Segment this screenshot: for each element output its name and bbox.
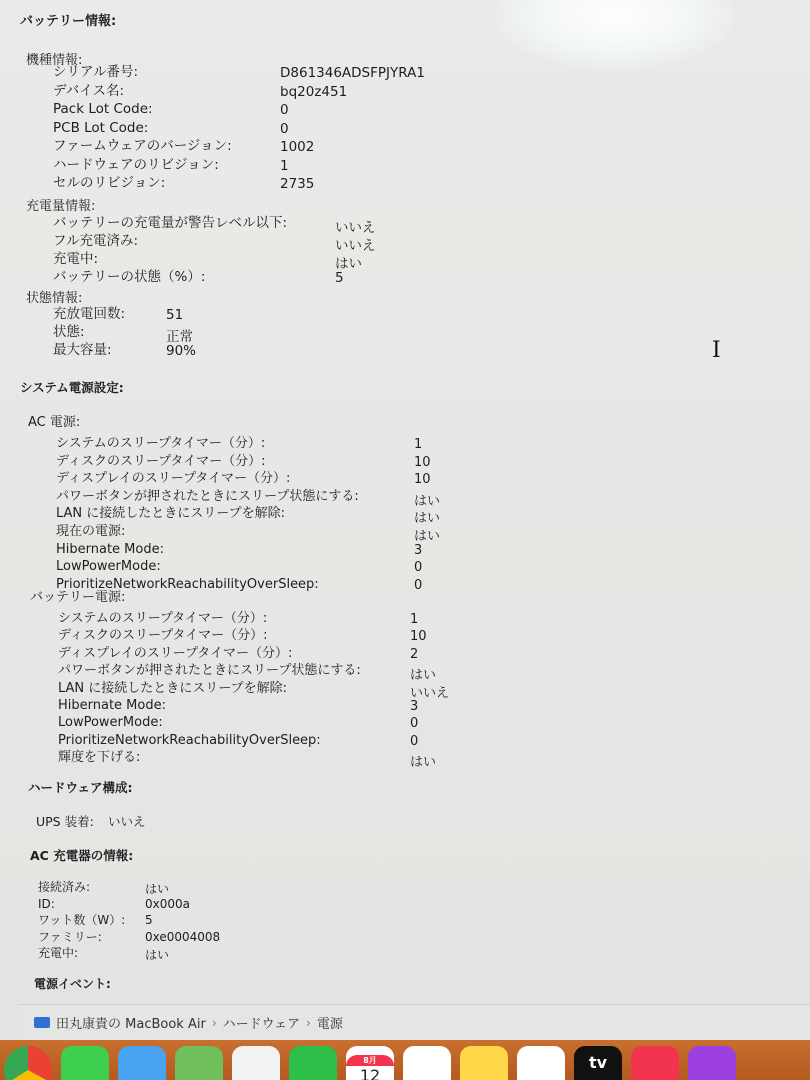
row-label: PrioritizeNetworkReachabilityOverSleep: bbox=[56, 576, 319, 592]
appletv-icon[interactable] bbox=[574, 1046, 622, 1080]
battery-power-heading: バッテリー電源: bbox=[30, 590, 126, 605]
calendar-icon[interactable] bbox=[346, 1046, 394, 1080]
calendar-month: 8月 bbox=[346, 1055, 394, 1066]
ups-label: UPS 装着: bbox=[36, 814, 94, 829]
path-item-power[interactable]: 電源 bbox=[316, 1017, 343, 1032]
row-label: ディスクのスリープタイマー（分）: bbox=[56, 453, 266, 469]
row-value: 5 bbox=[145, 913, 153, 927]
row-label: PCB Lot Code: bbox=[53, 119, 149, 136]
row-value: はい bbox=[410, 668, 437, 684]
row-value: 正常 bbox=[166, 329, 193, 345]
maps-icon[interactable] bbox=[175, 1046, 223, 1080]
row-label: バッテリーの状態（%）: bbox=[53, 269, 206, 285]
row-value: はい bbox=[414, 493, 441, 509]
row-label: パワーボタンが押されたときにスリープ状態にする: bbox=[58, 663, 361, 679]
row-label: ディスクのスリープタイマー（分）: bbox=[58, 628, 268, 644]
path-separator: › bbox=[306, 1015, 311, 1030]
row-label: フル充電済み: bbox=[53, 233, 139, 249]
row-value: はい bbox=[414, 511, 441, 527]
row-value: 0 bbox=[414, 560, 423, 576]
row-label: Pack Lot Code: bbox=[53, 101, 153, 117]
row-value: 0xe0004008 bbox=[145, 929, 221, 944]
row-value: はい bbox=[145, 882, 170, 896]
row-label: シリアル番号: bbox=[53, 64, 139, 80]
page-title: バッテリー情報: bbox=[20, 14, 117, 29]
facetime-icon[interactable] bbox=[289, 1046, 337, 1080]
row-value: 2735 bbox=[280, 176, 315, 192]
row-value: 5 bbox=[335, 270, 344, 286]
screen-glare bbox=[495, 0, 735, 70]
row-value: 0 bbox=[414, 577, 423, 593]
laptop-icon bbox=[34, 1017, 50, 1028]
chrome-icon[interactable] bbox=[4, 1046, 52, 1080]
ups-value: いいえ bbox=[108, 814, 146, 829]
row-label: 最大容量: bbox=[53, 342, 112, 358]
row-value: 0 bbox=[410, 716, 419, 732]
status-info-heading: 状態情報: bbox=[26, 291, 83, 306]
row-value: はい bbox=[410, 755, 437, 771]
row-label: 輝度を下げる: bbox=[58, 750, 141, 766]
row-value: 1 bbox=[280, 157, 289, 174]
row-label: 現在の電源: bbox=[56, 524, 126, 539]
appletv-label: tv bbox=[588, 1053, 608, 1072]
row-value: いいえ bbox=[335, 220, 376, 236]
row-value: 2 bbox=[410, 646, 419, 662]
photos-icon[interactable] bbox=[232, 1046, 280, 1080]
row-label: 充放電回数: bbox=[53, 306, 126, 322]
row-label: LowPowerMode: bbox=[56, 559, 161, 575]
row-value: 3 bbox=[410, 699, 419, 714]
freeform-icon[interactable] bbox=[517, 1046, 565, 1080]
notes-icon[interactable] bbox=[460, 1046, 508, 1080]
row-value: 10 bbox=[414, 472, 431, 488]
row-label: LAN に接続したときにスリープを解除: bbox=[56, 506, 286, 522]
hardware-config-heading: ハードウェア構成: bbox=[28, 780, 133, 795]
row-value: 1 bbox=[410, 612, 419, 627]
row-label: LAN に接続したときにスリープを解除: bbox=[58, 680, 288, 696]
path-item-computer[interactable]: 田丸康貴の MacBook Air bbox=[56, 1017, 206, 1032]
path-item-hardware[interactable]: ハードウェア bbox=[222, 1017, 301, 1032]
row-value: いいえ bbox=[410, 685, 450, 701]
row-value: 0 bbox=[280, 102, 289, 118]
row-value: 3 bbox=[414, 542, 423, 558]
row-label: ハードウェアのリビジョン: bbox=[53, 156, 219, 173]
row-label: 状態: bbox=[53, 324, 85, 340]
row-label: PrioritizeNetworkReachabilityOverSleep: bbox=[58, 732, 321, 748]
row-label: システムのスリープタイマー（分）: bbox=[56, 436, 266, 451]
row-label: ファミリー: bbox=[38, 929, 102, 944]
power-events-heading: 電源イベント: bbox=[34, 977, 111, 991]
row-value: はい bbox=[335, 256, 362, 272]
row-value: 90% bbox=[166, 343, 197, 359]
row-value: 10 bbox=[410, 629, 427, 645]
row-label: ID: bbox=[38, 896, 55, 911]
row-label: 充電中: bbox=[53, 251, 99, 267]
dock bbox=[0, 1040, 810, 1080]
messages-icon[interactable] bbox=[61, 1046, 109, 1080]
row-label: セルのリビジョン: bbox=[53, 175, 166, 191]
row-value: いいえ bbox=[335, 238, 376, 254]
row-label: システムのスリープタイマー（分）: bbox=[58, 611, 268, 626]
row-label: ディスプレイのスリープタイマー（分）: bbox=[58, 645, 293, 661]
calendar-day: 12 bbox=[359, 1065, 381, 1080]
row-label: ワット数（W）: bbox=[38, 913, 126, 927]
row-value: D861346ADSFPJYRA1 bbox=[280, 65, 425, 81]
ac-charger-heading: AC 充電器の情報: bbox=[30, 848, 134, 863]
row-label: 接続済み: bbox=[38, 880, 91, 894]
row-value: はい bbox=[414, 529, 441, 544]
row-label: 充電中: bbox=[38, 946, 79, 960]
row-value: 51 bbox=[166, 307, 184, 323]
row-label: ファームウェアのバージョン: bbox=[53, 138, 232, 154]
row-label: Hibernate Mode: bbox=[58, 698, 166, 713]
text-cursor-icon: I bbox=[712, 338, 721, 363]
reminders-icon[interactable] bbox=[403, 1046, 451, 1080]
row-label: ディスプレイのスリープタイマー（分）: bbox=[56, 471, 291, 487]
mail-icon[interactable] bbox=[118, 1046, 166, 1080]
row-value: 0 bbox=[280, 120, 289, 137]
row-label: パワーボタンが押されたときにスリープ状態にする: bbox=[56, 488, 359, 504]
ac-power-heading: AC 電源: bbox=[28, 415, 81, 430]
row-label: LowPowerMode: bbox=[58, 715, 163, 731]
row-value: 10 bbox=[414, 454, 431, 470]
row-label: デバイス名: bbox=[53, 82, 125, 99]
row-label: バッテリーの充電量が警告レベル以下: bbox=[53, 215, 288, 231]
path-separator: › bbox=[211, 1015, 217, 1030]
row-label: Hibernate Mode: bbox=[56, 541, 164, 557]
system-power-heading: システム電源設定: bbox=[20, 380, 124, 395]
row-value: bq20z451 bbox=[280, 83, 348, 100]
row-value: 1 bbox=[414, 437, 423, 452]
row-value: 0 bbox=[410, 733, 419, 749]
row-value: はい bbox=[145, 948, 170, 962]
charge-info-heading: 充電量情報: bbox=[26, 199, 96, 214]
row-value: 0x000a bbox=[145, 896, 190, 911]
music-icon[interactable] bbox=[631, 1046, 679, 1080]
podcasts-icon[interactable] bbox=[688, 1046, 736, 1080]
path-bar bbox=[18, 1004, 810, 1040]
machine-info-heading: 機種情報: bbox=[26, 53, 83, 68]
row-value: 1002 bbox=[280, 139, 315, 155]
